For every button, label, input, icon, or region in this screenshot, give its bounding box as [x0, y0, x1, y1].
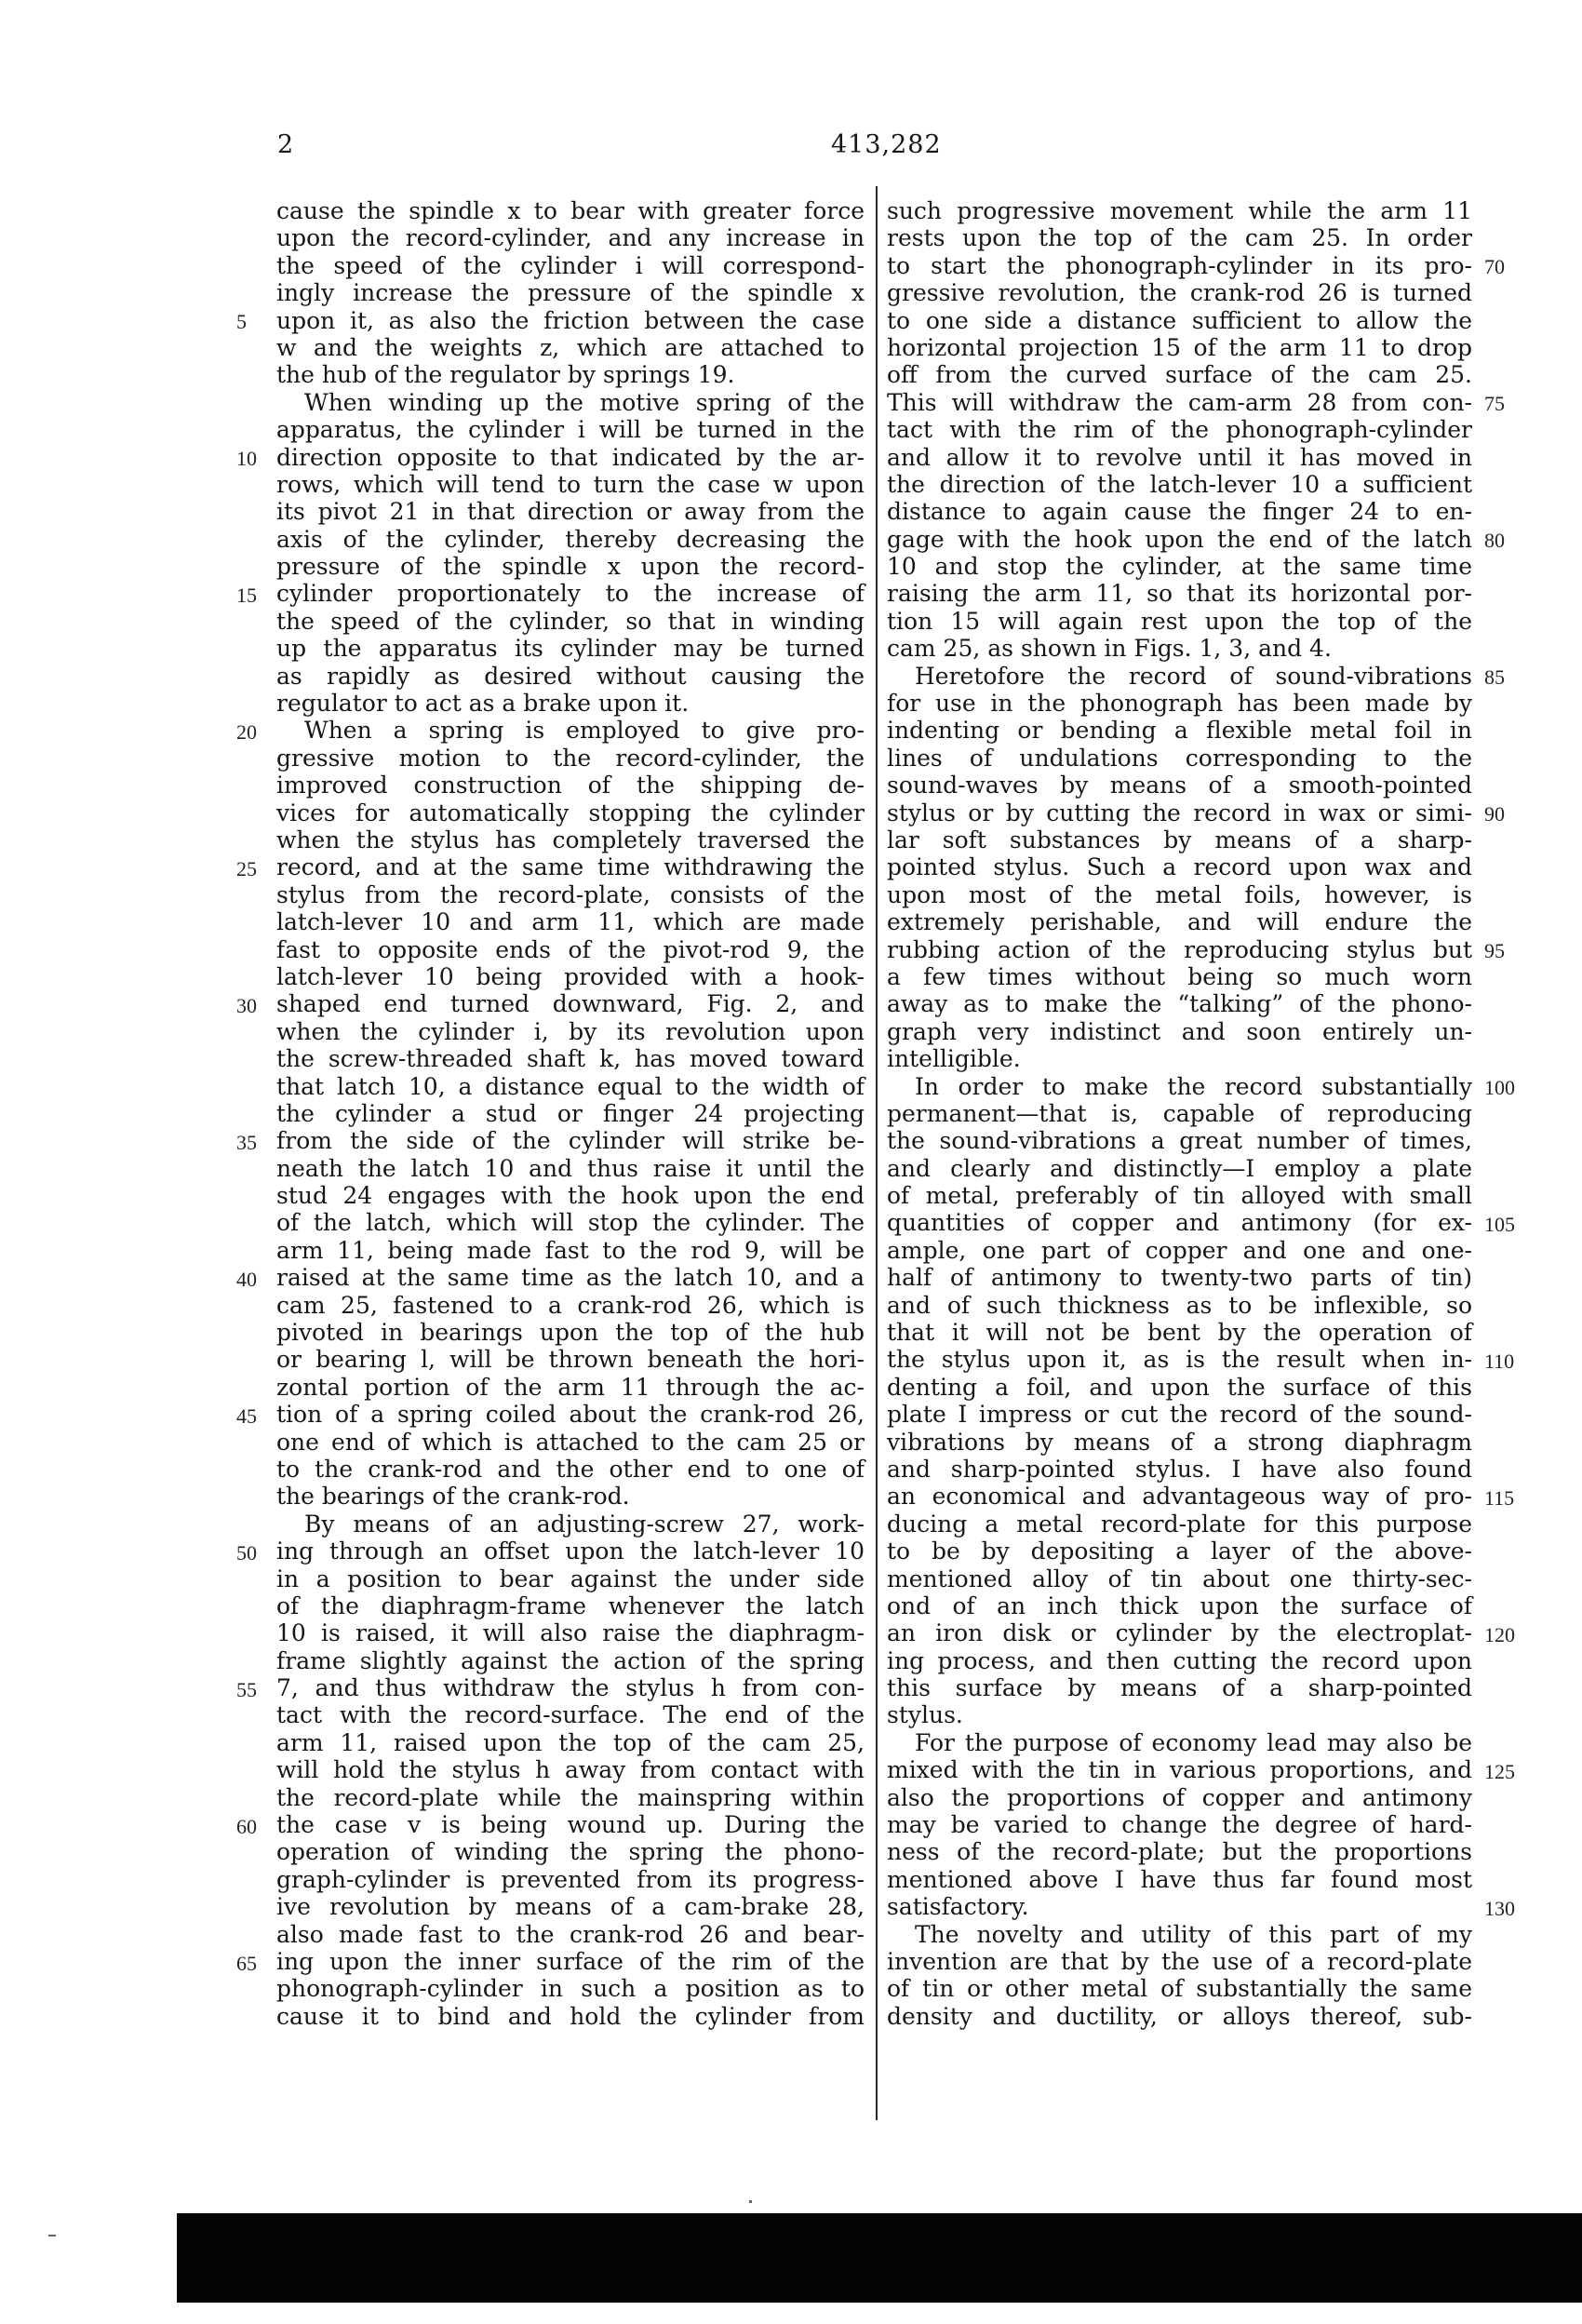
text-line: an iron disk or cylinder by the electroplat- — [887, 1619, 1472, 1647]
text-line: In order to make the record substantially — [915, 1072, 1472, 1100]
text-line: ness of the record-plate; but the proportions — [887, 1838, 1472, 1866]
text-line: 10 is raised, it will also raise the diaphragm- — [276, 1619, 865, 1647]
text-line: gressive revolution, the crank-rod 26 is turned — [887, 279, 1472, 307]
text-line: ive revolution by means of a cam-brake 28, — [276, 1893, 865, 1921]
text-line: also made fast to the crank-rod 26 and bear- — [276, 1920, 865, 1948]
text-line: away as to make the “talking” of the phono- — [887, 990, 1472, 1018]
line-number: 35 — [236, 1130, 257, 1154]
text-line: improved construction of the shipping de- — [276, 772, 865, 799]
text-line: rests upon the top of the cam 25. In order — [887, 224, 1472, 252]
text-line: apparatus, the cylinder i will be turned in the — [276, 416, 865, 444]
text-line: Heretofore the record of sound-vibrations — [915, 662, 1472, 690]
text-line: ing process, and then cutting the record upon — [887, 1646, 1472, 1674]
text-line: 10 and stop the cylinder, at the same time — [887, 553, 1472, 581]
line-number: 125 — [1484, 1759, 1515, 1783]
text-line: latch-lever 10 and arm 11, which are made — [276, 908, 865, 936]
text-line: gressive motion to the record-cylinder, the — [276, 744, 865, 772]
text-line: of the diaphragm-frame whenever the latch — [276, 1592, 865, 1619]
text-line: the cylinder a stud or finger 24 projecting — [276, 1099, 865, 1127]
line-number: 85 — [1484, 665, 1505, 689]
text-line: ing upon the inner surface of the rim of the — [276, 1948, 865, 1975]
text-line: half of antimony to twenty-two parts of tin) — [887, 1264, 1472, 1292]
text-line: its pivot 21 in that direction or away from the — [276, 498, 865, 526]
text-line: also the proportions of copper and antimony — [887, 1783, 1472, 1811]
text-line: latch-lever 10 being provided with a hook- — [276, 962, 865, 990]
text-line: horizontal projection 15 of the arm 11 to drop — [887, 333, 1472, 361]
text-line: tact with the rim of the phonograph-cylinder — [887, 416, 1472, 444]
text-line: ing through an offset upon the latch-lever 10 — [276, 1538, 865, 1565]
text-line: gage with the hook upon the end of the latch — [887, 525, 1472, 553]
text-line: fast to opposite ends of the pivot-rod 9, the — [276, 935, 865, 963]
text-line: By means of an adjusting-screw 27, work- — [304, 1510, 865, 1538]
scan-artifact — [48, 2235, 56, 2237]
text-line: to start the phonograph-cylinder in its pro- — [887, 251, 1472, 279]
text-line: that it will not be bent by the operation of — [887, 1319, 1472, 1347]
text-line: to the crank-rod and the other end to one of — [276, 1455, 865, 1483]
text-line: cam 25, fastened to a crank-rod 26, which is — [276, 1291, 865, 1319]
text-line: indenting or bending a flexible metal foil in — [887, 717, 1472, 745]
text-line: mentioned above I have thus far found most — [887, 1865, 1472, 1893]
text-line: cause it to bind and hold the cylinder from — [276, 2002, 865, 2030]
text-line: the stylus upon it, as is the result when in- — [887, 1346, 1472, 1374]
text-line: one end of which is attached to the cam 25 or — [276, 1428, 865, 1456]
text-line: of tin or other metal of substantially the same — [887, 1975, 1472, 2003]
text-line: will hold the stylus h away from contact with — [276, 1756, 865, 1784]
line-number: 100 — [1484, 1075, 1515, 1099]
text-line: lar soft substances by means of a sharp- — [887, 826, 1472, 853]
text-line: ingly increase the pressure of the spindle x — [276, 279, 865, 307]
text-line: sound-waves by means of a smooth-pointed — [887, 772, 1472, 799]
text-line: the bearings of the crank-rod. — [276, 1483, 630, 1511]
text-line: stud 24 engages with the hook upon the end — [276, 1182, 865, 1210]
text-line: phonograph-cylinder in such a position as to — [276, 1975, 865, 2003]
line-number: 65 — [236, 1951, 257, 1975]
text-line: vibrations by means of a strong diaphragm — [887, 1428, 1472, 1456]
line-number: 30 — [236, 993, 257, 1017]
text-line: the case v is being wound up. During the — [276, 1811, 865, 1839]
text-line: arm 11, being made fast to the rod 9, will be — [276, 1236, 865, 1264]
text-line: in a position to bear against the under side — [276, 1565, 865, 1592]
text-line: stylus or by cutting the record in wax or simi- — [887, 799, 1472, 826]
text-line: or bearing l, will be thrown beneath the hori- — [276, 1346, 865, 1374]
text-line: and sharp-pointed stylus. I have also found — [887, 1455, 1472, 1483]
line-number: 70 — [1484, 254, 1505, 278]
line-number: 5 — [236, 309, 247, 333]
text-line: pointed stylus. Such a record upon wax and — [887, 853, 1472, 881]
text-line: regulator to act as a brake upon it. — [276, 690, 690, 718]
text-line: This will withdraw the cam-arm 28 from con- — [887, 388, 1472, 416]
text-line: quantities of copper and antimony (for ex- — [887, 1209, 1472, 1237]
text-line: rows, which will tend to turn the case w upon — [276, 470, 865, 498]
text-line: When a spring is employed to give pro- — [304, 717, 865, 745]
text-line: mentioned alloy of tin about one thirty-sec- — [887, 1565, 1472, 1592]
text-line: For the purpose of economy lead may also be — [915, 1728, 1472, 1756]
text-line: arm 11, raised upon the top of the cam 25, — [276, 1728, 865, 1756]
text-line: When winding up the motive spring of the — [304, 388, 865, 416]
text-line: tion of a spring coiled about the crank-rod 26, — [276, 1401, 865, 1429]
column-divider — [876, 186, 878, 2120]
scan-artifact — [749, 2200, 752, 2203]
text-line: may be varied to change the degree of hard- — [887, 1811, 1472, 1839]
text-line: stylus. — [887, 1701, 963, 1729]
text-line: ducing a metal record-plate for this purpose — [887, 1510, 1472, 1538]
text-line: upon the record-cylinder, and any increase in — [276, 224, 865, 252]
line-number: 60 — [236, 1814, 257, 1838]
text-line: this surface by means of a sharp-pointed — [887, 1674, 1472, 1702]
text-line: the sound-vibrations a great number of times, — [887, 1127, 1472, 1155]
line-number: 20 — [236, 719, 257, 744]
text-line: to be by depositing a layer of the above- — [887, 1538, 1472, 1565]
right-column — [887, 197, 1472, 2030]
text-line: pressure of the spindle x upon the record- — [276, 553, 865, 581]
text-line: density and ductility, or alloys thereof, sub- — [887, 2002, 1472, 2030]
text-line: as rapidly as desired without causing the — [276, 662, 865, 690]
text-line: the speed of the cylinder i will correspond- — [276, 251, 865, 279]
text-line: graph-cylinder is prevented from its progress- — [276, 1865, 865, 1893]
text-line: and clearly and distinctly—I employ a plate — [887, 1154, 1472, 1182]
text-line: the screw-threaded shaft k, has moved toward — [276, 1045, 865, 1073]
line-number: 105 — [1484, 1212, 1515, 1236]
text-line: cause the spindle x to bear with greater force — [276, 197, 865, 224]
text-line: tact with the record-surface. The end of the — [276, 1701, 865, 1729]
text-line: that latch 10, a distance equal to the width of — [276, 1072, 865, 1100]
text-line: plate I impress or cut the record of the sound- — [887, 1401, 1472, 1429]
text-line: The novelty and utility of this part of my — [915, 1920, 1472, 1948]
text-line: direction opposite to that indicated by the ar- — [276, 443, 865, 471]
text-line: axis of the cylinder, thereby decreasing the — [276, 525, 865, 553]
text-line: operation of winding the spring the phono- — [276, 1838, 865, 1866]
text-line: the hub of the regulator by springs 19. — [276, 361, 735, 389]
text-line: cylinder proportionately to the increase of — [276, 580, 865, 608]
line-number: 115 — [1484, 1485, 1515, 1510]
text-line: distance to again cause the finger 24 to en- — [887, 498, 1472, 526]
line-number: 130 — [1484, 1896, 1515, 1920]
left-column — [276, 197, 865, 2030]
text-line: pivoted in bearings upon the top of the hub — [276, 1319, 865, 1347]
line-number: 40 — [236, 1267, 257, 1291]
text-line: the speed of the cylinder, so that in winding — [276, 607, 865, 635]
text-line: upon most of the metal foils, however, is — [887, 880, 1472, 908]
text-line: ample, one part of copper and one and one- — [887, 1236, 1472, 1264]
page-number: 2 — [277, 130, 294, 159]
text-line: w and the weights z, which are attached to — [276, 333, 865, 361]
text-line: an economical and advantageous way of pro- — [887, 1483, 1472, 1511]
text-line: raising the arm 11, so that its horizontal por- — [887, 580, 1472, 608]
text-line: record, and at the same time withdrawing the — [276, 853, 865, 881]
line-number: 80 — [1484, 528, 1505, 552]
text-line: intelligible. — [887, 1045, 1021, 1073]
text-line: such progressive movement while the arm 11 — [887, 197, 1472, 224]
text-line: frame slightly against the action of the spring — [276, 1646, 865, 1674]
text-line: shaped end turned downward, Fig. 2, and — [276, 990, 865, 1018]
text-line: neath the latch 10 and thus raise it until the — [276, 1154, 865, 1182]
text-line: upon it, as also the friction between the case — [276, 306, 865, 334]
text-line: invention are that by the use of a record-plate — [887, 1948, 1472, 1975]
line-number: 110 — [1484, 1349, 1515, 1373]
text-line: denting a foil, and upon the surface of this — [887, 1373, 1472, 1401]
text-line: when the stylus has completely traversed the — [276, 826, 865, 853]
text-line: tion 15 will again rest upon the top of the — [887, 607, 1472, 635]
text-line: off from the curved surface of the cam 25. — [887, 361, 1472, 389]
line-number: 120 — [1484, 1622, 1515, 1646]
line-number: 90 — [1484, 801, 1505, 826]
text-line: from the side of the cylinder will strike be- — [276, 1127, 865, 1155]
line-number: 75 — [1484, 391, 1505, 415]
line-number: 10 — [236, 446, 257, 470]
text-line: of metal, preferably of tin alloyed with small — [887, 1182, 1472, 1210]
text-line: and of such thickness as to be inflexible, so — [887, 1291, 1472, 1319]
text-line: raised at the same time as the latch 10, and a — [276, 1264, 865, 1292]
text-line: permanent—that is, capable of reproducing — [887, 1099, 1472, 1127]
scan-border-band — [177, 2213, 1582, 2303]
text-line: cam 25, as shown in Figs. 1, 3, and 4. — [887, 635, 1332, 663]
text-line: for use in the phonograph has been made by — [887, 690, 1472, 718]
line-number: 25 — [236, 856, 257, 880]
text-line: extremely perishable, and will endure the — [887, 908, 1472, 936]
text-line: lines of undulations corresponding to the — [887, 744, 1472, 772]
line-number: 55 — [236, 1677, 257, 1701]
text-line: and allow it to revolve until it has moved in — [887, 443, 1472, 471]
line-number: 50 — [236, 1540, 257, 1565]
patent-number: 413,282 — [831, 130, 942, 159]
text-line: ond of an inch thick upon the surface of — [887, 1592, 1472, 1619]
text-line: stylus from the record-plate, consists of the — [276, 880, 865, 908]
text-line: up the apparatus its cylinder may be turned — [276, 635, 865, 663]
line-number: 95 — [1484, 938, 1505, 962]
text-line: a few times without being so much worn — [887, 962, 1472, 990]
text-line: when the cylinder i, by its revolution upon — [276, 1017, 865, 1045]
line-number: 15 — [236, 583, 257, 607]
text-line: the direction of the latch-lever 10 a sufficient — [887, 470, 1472, 498]
text-line: of the latch, which will stop the cylinder. The — [276, 1209, 865, 1237]
text-line: the record-plate while the mainspring within — [276, 1783, 865, 1811]
text-line: satisfactory. — [887, 1893, 1029, 1921]
text-line: 7, and thus withdraw the stylus h from con- — [276, 1674, 865, 1702]
text-line: vices for automatically stopping the cylinder — [276, 799, 865, 826]
text-line: zontal portion of the arm 11 through the ac- — [276, 1373, 865, 1401]
line-number: 45 — [236, 1404, 257, 1428]
text-line: rubbing action of the reproducing stylus but — [887, 935, 1472, 963]
text-line: graph very indistinct and soon entirely un- — [887, 1017, 1472, 1045]
text-line: to one side a distance sufficient to allow the — [887, 306, 1472, 334]
text-line: mixed with the tin in various proportions, and — [887, 1756, 1472, 1784]
